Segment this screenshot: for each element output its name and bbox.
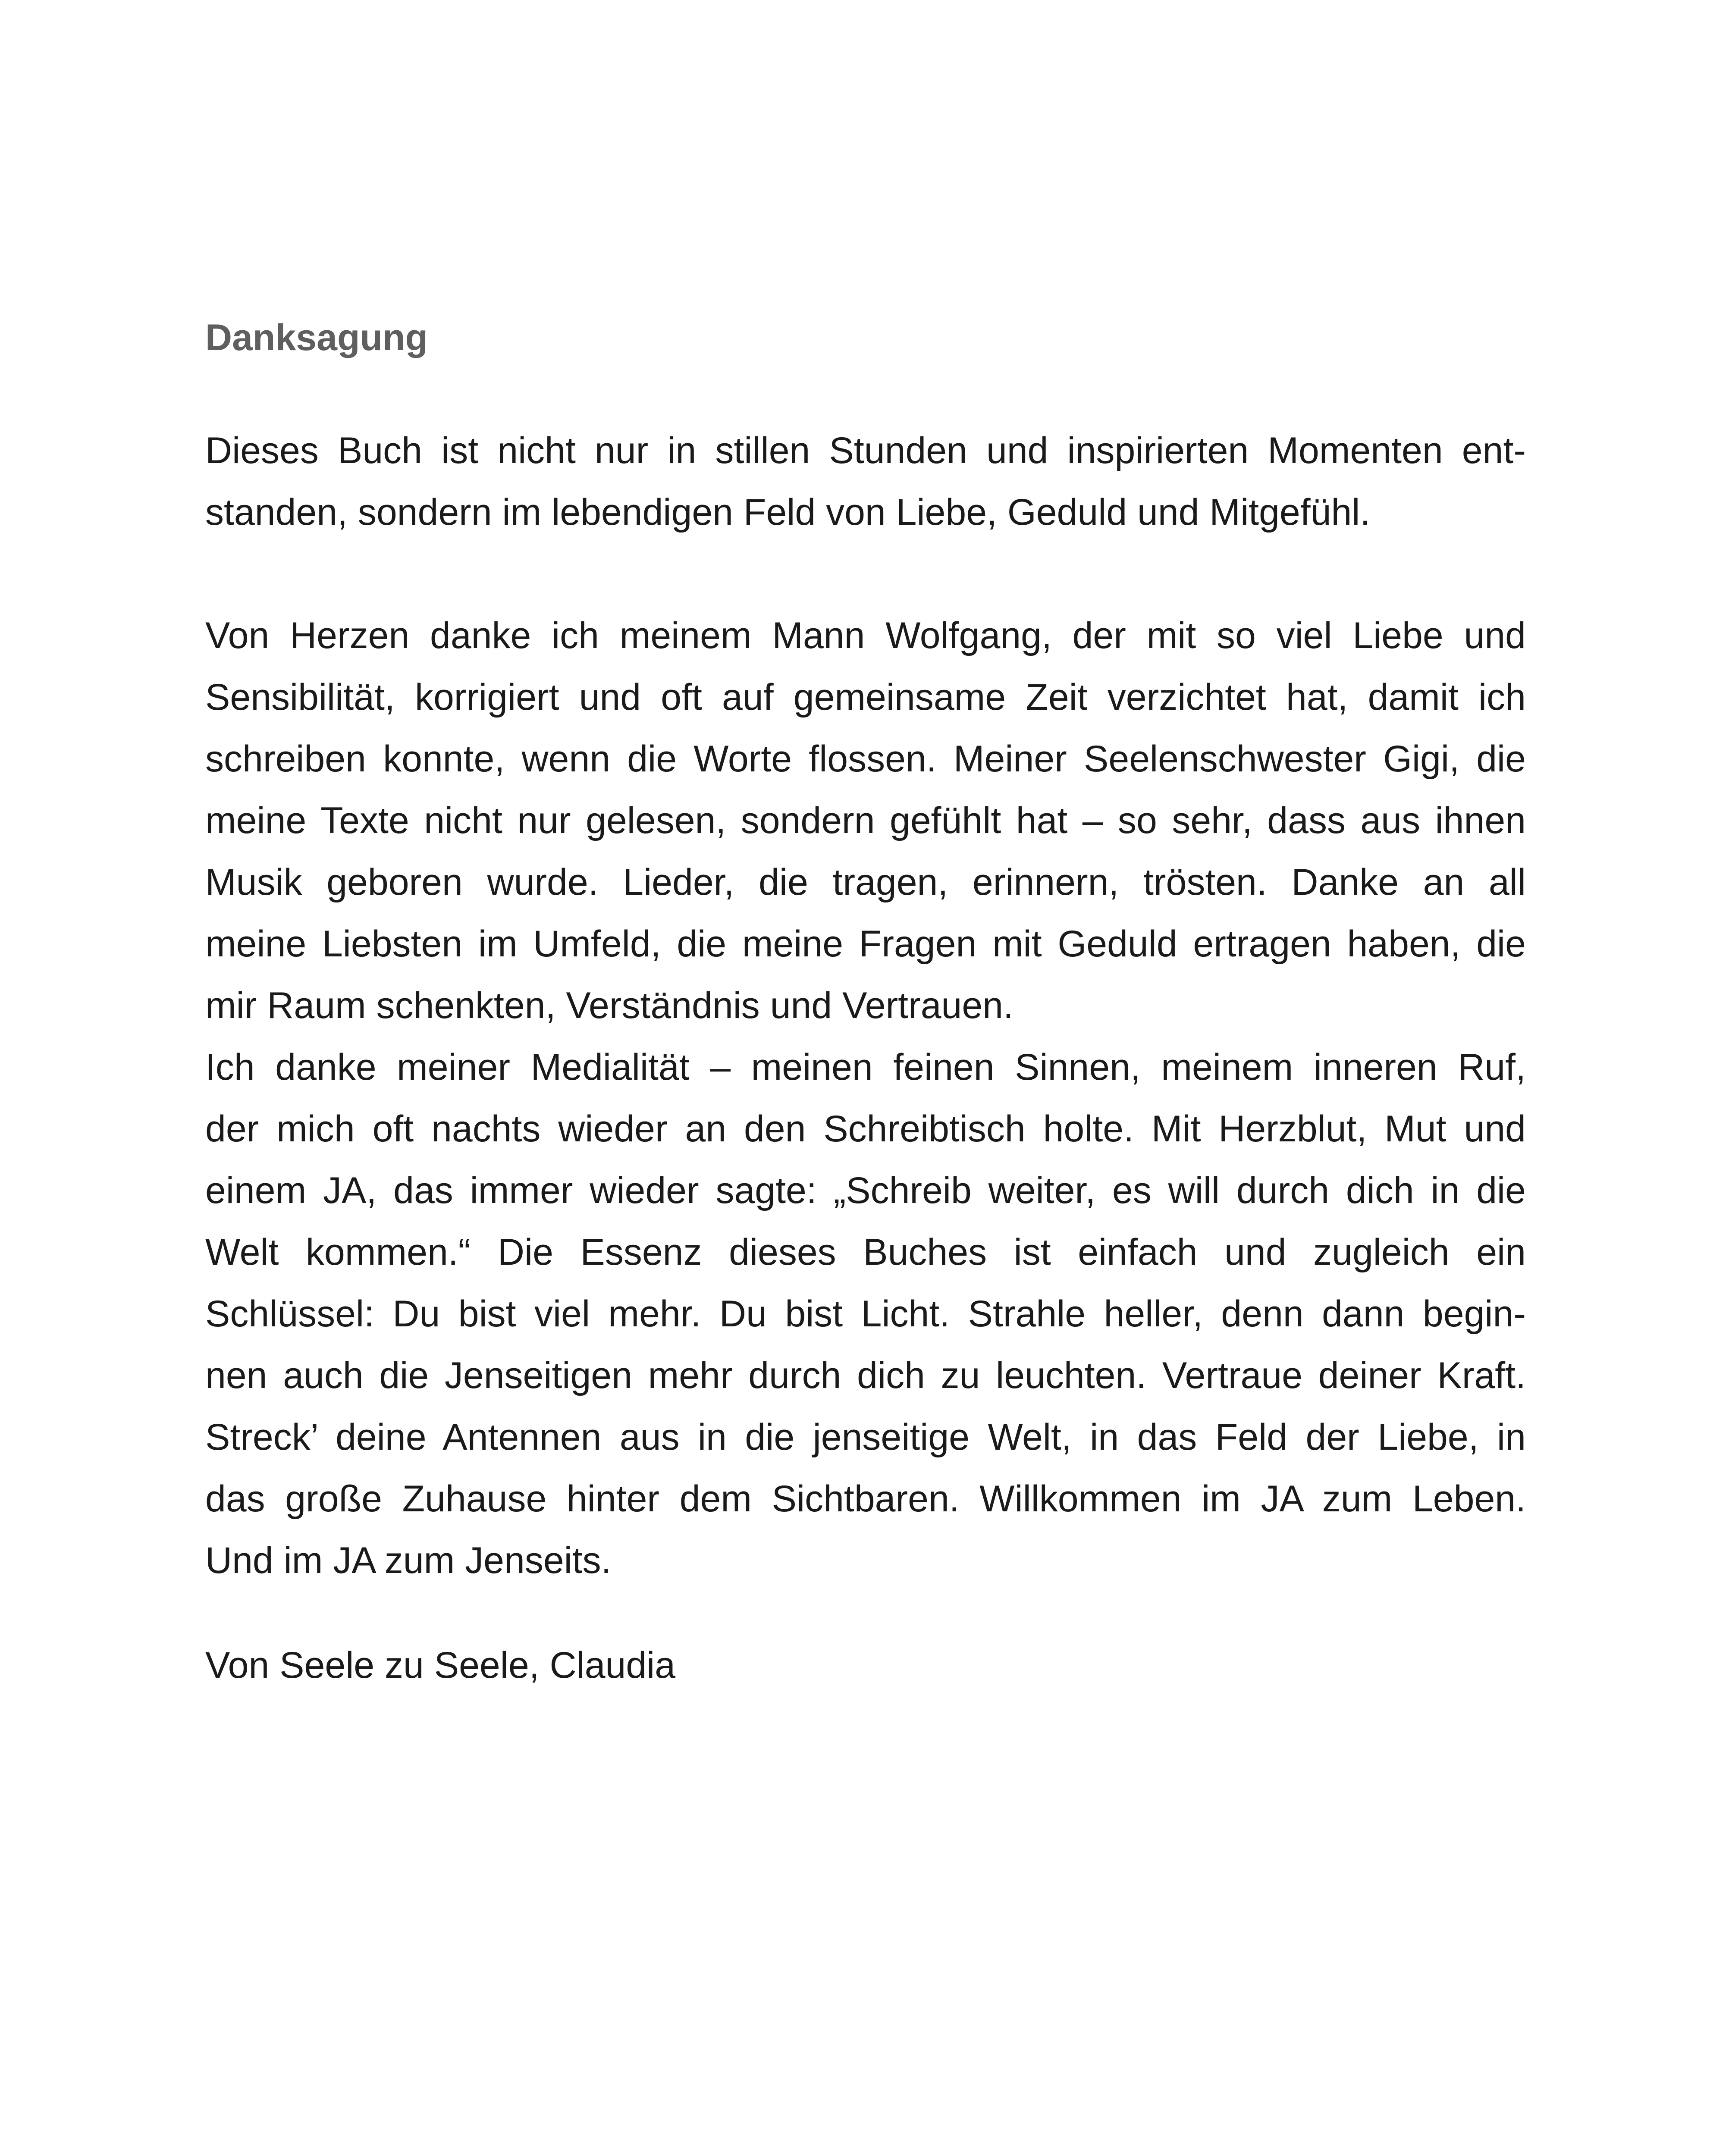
document-body — [205, 314, 1526, 1696]
text-line: meine Texte nicht nur gelesen, sondern gefühlt hat – so sehr, dass aus ihnen — [205, 800, 1526, 841]
spacer — [205, 361, 1526, 420]
spacer — [205, 1592, 1526, 1635]
text-line: einem JA, das immer wieder sagte: „Schreib weiter, es will durch dich in die — [205, 1170, 1526, 1211]
text-line: Streck’ deine Antennen aus in die jenseitige Welt, in das Feld der Liebe, in — [205, 1416, 1526, 1458]
text-line: standen, sondern im lebendigen Feld von Liebe, Geduld und Mitgefühl. — [205, 492, 1371, 533]
paragraph-thanks — [205, 605, 1526, 1037]
signature: Von Seele zu Seele, Claudia — [205, 1645, 676, 1686]
spacer — [205, 543, 1526, 605]
text-line: Sensibilität, korrigiert und oft auf gemeinsame Zeit verzichtet hat, damit ich — [205, 677, 1526, 718]
text-line: schreiben konnte, wenn die Worte flossen. Meiner Seelenschwester Gigi, die — [205, 738, 1526, 780]
text-line: Welt kommen.“ Die Essenz dieses Buches ist einfach und zugleich ein — [205, 1232, 1526, 1273]
text-line: Von Herzen danke ich meinem Mann Wolfgang, der mit so viel Liebe und — [205, 615, 1526, 656]
paragraph-intro — [205, 420, 1526, 543]
text-line: Musik geboren wurde. Lieder, die tragen, erinnern, trösten. Danke an all — [205, 862, 1526, 903]
text-line: das große Zuhause hinter dem Sichtbaren. Willkommen im JA zum Leben. — [205, 1478, 1526, 1520]
text-line: Schlüssel: Du bist viel mehr. Du bist Licht. Strahle heller, denn dann begin- — [205, 1293, 1526, 1335]
text-line: Und im JA zum Jenseits. — [205, 1540, 612, 1581]
page-title: Danksagung — [205, 317, 428, 358]
text-line: Dieses Buch ist nicht nur in stillen Stunden und inspirierten Momenten ent- — [205, 430, 1526, 471]
text-line: meine Liebsten im Umfeld, die meine Fragen mit Geduld ertragen haben, die — [205, 923, 1526, 965]
text-line: nen auch die Jenseitigen mehr durch dich zu leuchten. Vertraue deiner Kraft. — [205, 1355, 1526, 1396]
paragraph-mediality — [205, 1037, 1526, 1592]
text-line: mir Raum schenkten, Verständnis und Vertrauen. — [205, 985, 1013, 1026]
text-line: der mich oft nachts wieder an den Schreibtisch holte. Mit Herzblut, Mut und — [205, 1108, 1526, 1150]
text-line: Ich danke meiner Medialität – meinen feinen Sinnen, meinem inneren Ruf, — [205, 1047, 1526, 1088]
